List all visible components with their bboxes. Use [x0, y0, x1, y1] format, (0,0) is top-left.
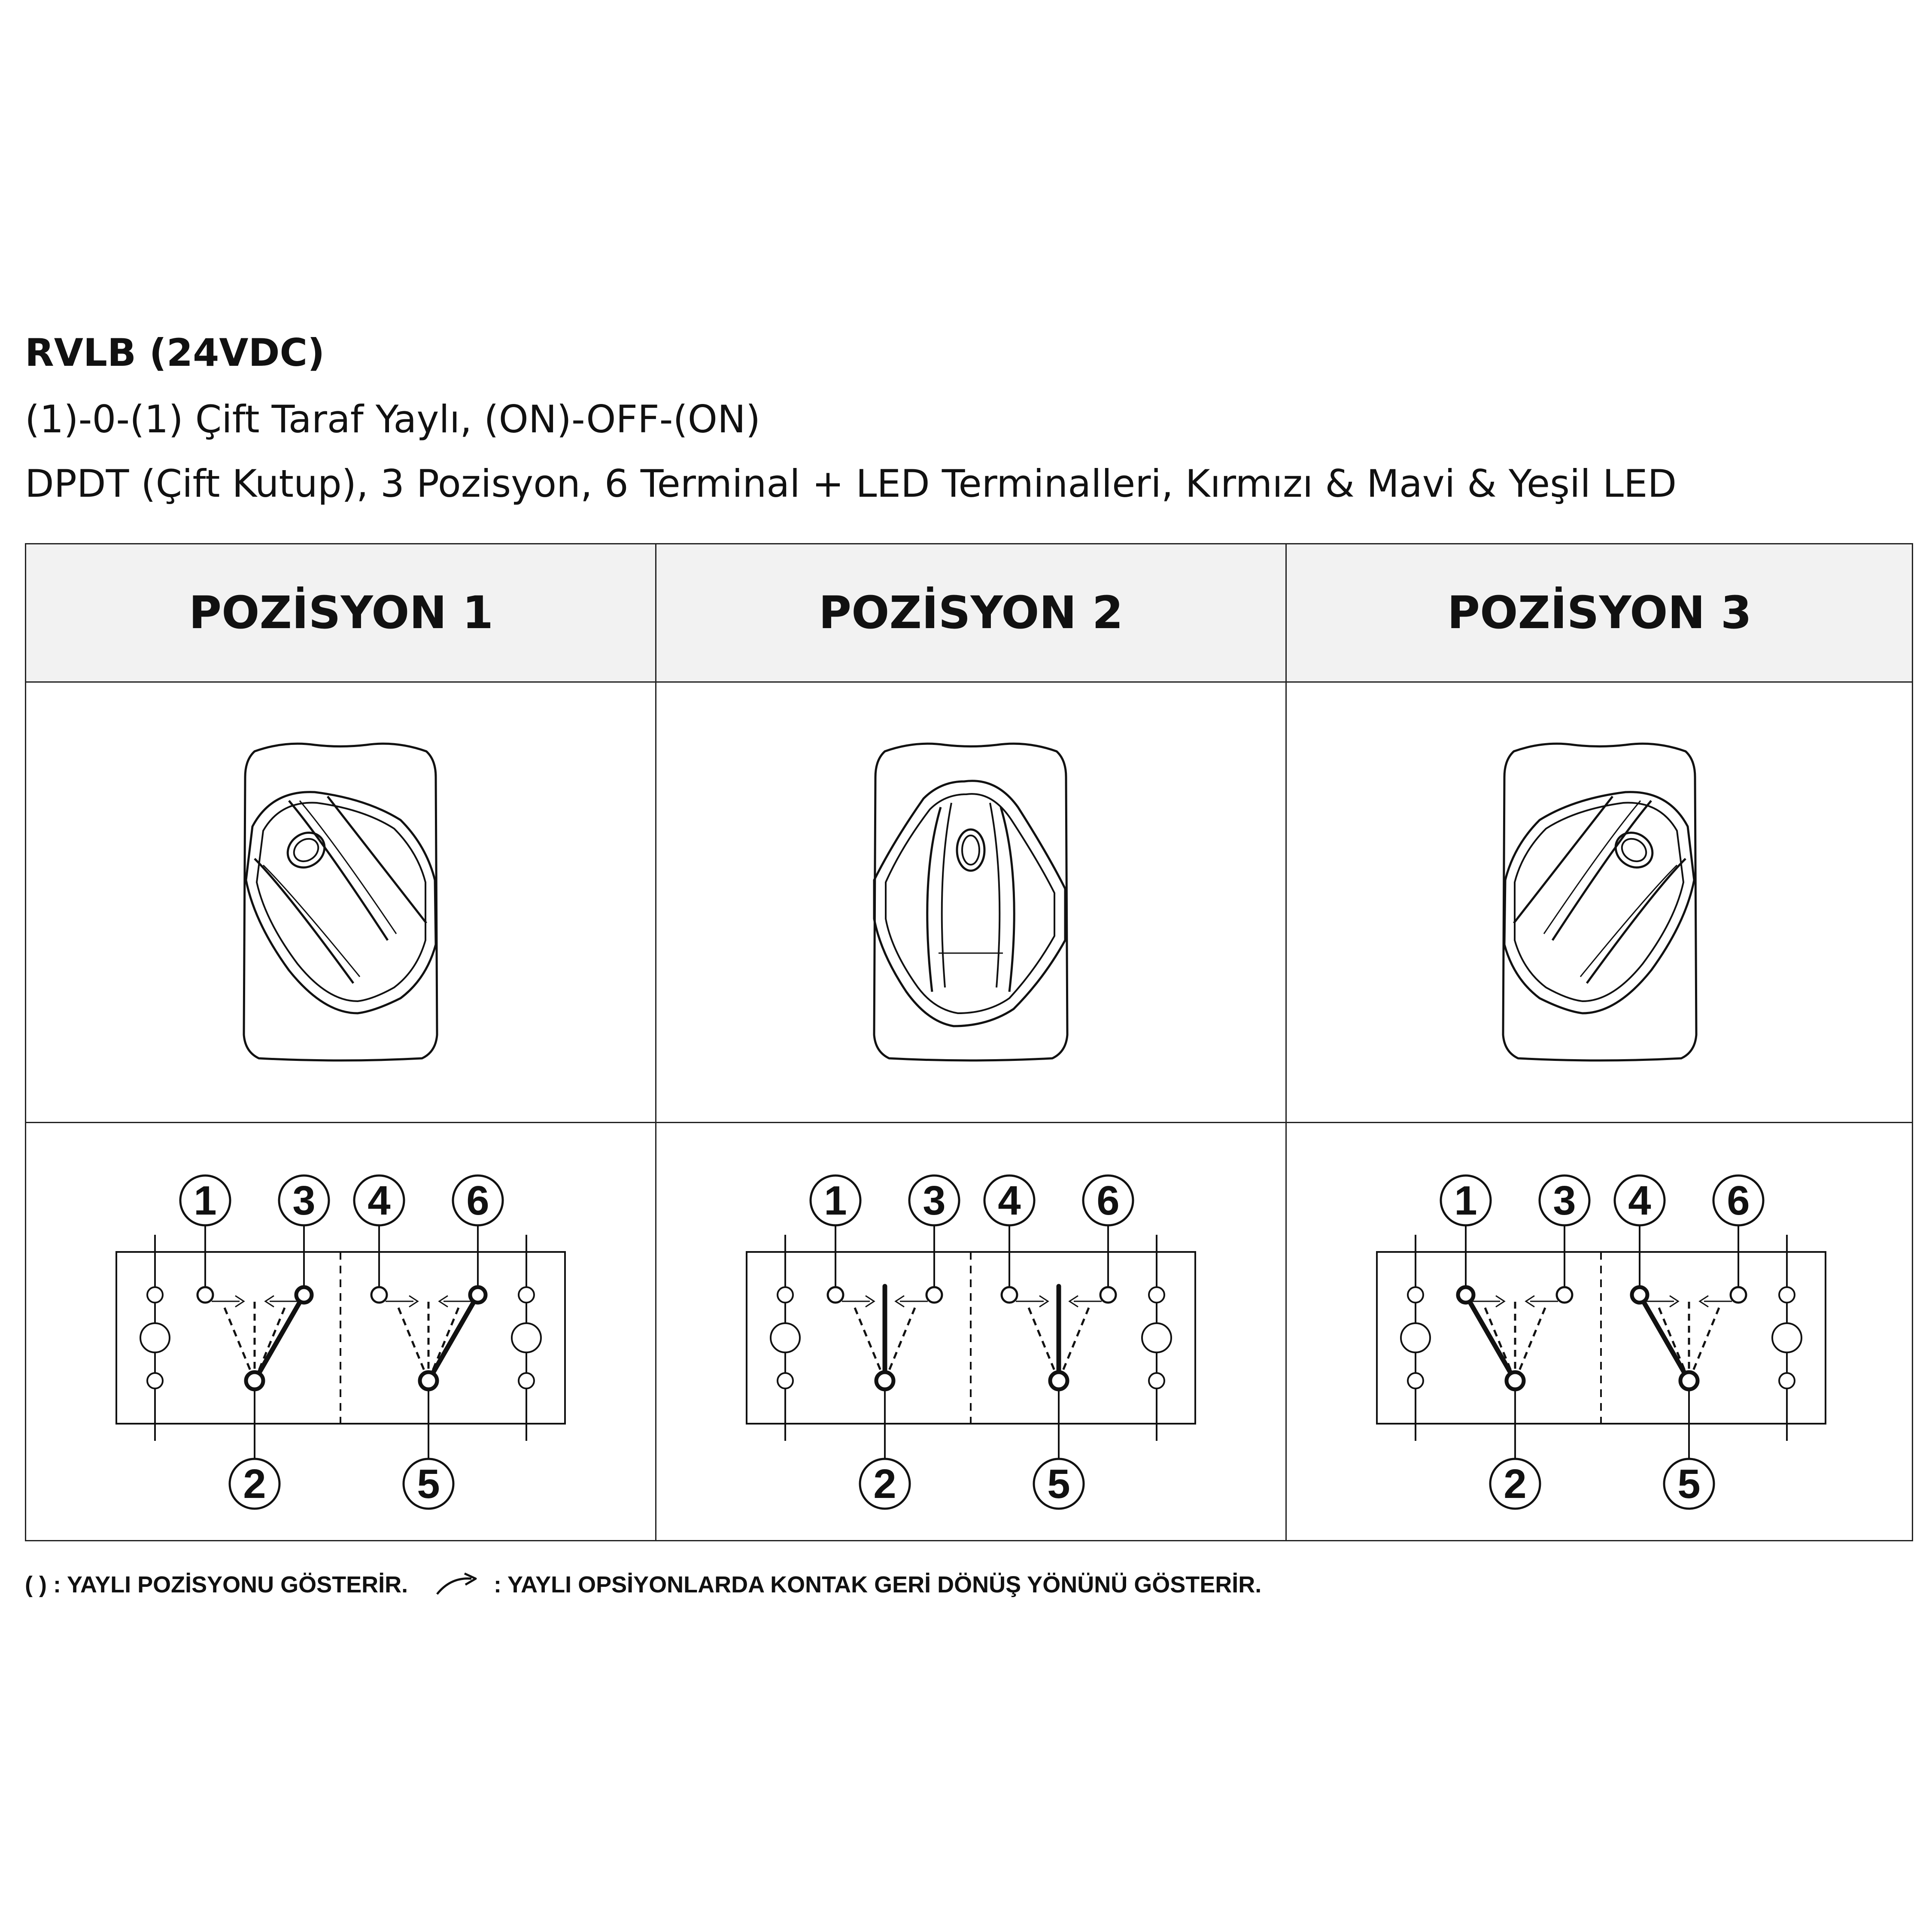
led-lens-inner	[962, 835, 979, 865]
terminal-label-5: 5	[1677, 1461, 1701, 1507]
led-indicator	[1142, 1323, 1171, 1352]
lever-contact-point	[1458, 1287, 1473, 1303]
header-position-2: POZİSYON 2	[818, 586, 1124, 639]
terminal-label-4: 4	[1628, 1178, 1651, 1224]
travel-path-right	[885, 1308, 915, 1381]
terminal-label-1: 1	[194, 1178, 217, 1224]
terminal-label-4: 4	[368, 1178, 391, 1224]
contact-2	[246, 1372, 263, 1389]
terminal-label-2: 2	[1504, 1461, 1527, 1507]
led-terminal-right-bottom	[519, 1373, 534, 1388]
led-terminal-left-bottom	[147, 1373, 163, 1388]
product-title: RVLB (24VDC)	[25, 331, 325, 375]
led-terminal-right-bottom	[1779, 1373, 1795, 1388]
header-position-1: POZİSYON 1	[188, 586, 494, 639]
travel-path-right	[1059, 1308, 1089, 1381]
contact-3	[1557, 1287, 1572, 1303]
rocker-illustration-position-1	[26, 683, 655, 1122]
contact-3	[927, 1287, 942, 1303]
contact-5	[1050, 1372, 1067, 1389]
terminal-label-6: 6	[1097, 1178, 1120, 1224]
led-terminal-left-bottom	[778, 1373, 793, 1388]
rocker-bezel-inner	[257, 803, 425, 1001]
travel-path-left	[225, 1308, 255, 1381]
contact-6	[1100, 1287, 1116, 1303]
travel-path-right	[1689, 1308, 1719, 1381]
terminal-label-1: 1	[1454, 1178, 1477, 1224]
led-indicator	[1772, 1323, 1801, 1352]
led-terminal-right-bottom	[1149, 1373, 1164, 1388]
terminal-label-3: 3	[923, 1178, 946, 1224]
led-terminal-left-bottom	[1408, 1373, 1423, 1388]
led-indicator	[1401, 1323, 1430, 1352]
led-terminal-right-top	[1779, 1287, 1795, 1303]
rocker-illustration-position-2	[656, 683, 1285, 1122]
rocker-bezel-inner	[1515, 803, 1683, 1001]
terminal-label-1: 1	[824, 1178, 847, 1224]
led-terminal-right-top	[1149, 1287, 1164, 1303]
contact-1	[828, 1287, 843, 1303]
switch-lever	[1640, 1295, 1689, 1381]
spring-return-arrow-icon	[434, 1569, 481, 1599]
contact-2	[1507, 1372, 1524, 1389]
contact-1	[197, 1287, 213, 1303]
circuit-schematic-position-2	[656, 1123, 1285, 1541]
rocker-bezel-outer	[874, 781, 1065, 1026]
header-position-3: POZİSYON 3	[1447, 586, 1752, 639]
spec-line-1: (1)-0-(1) Çift Taraf Yaylı, (ON)-OFF-(ON)	[25, 397, 761, 441]
rocker-paddle-ridges	[255, 796, 426, 983]
rocker-housing	[244, 744, 437, 1060]
terminal-label-4: 4	[998, 1178, 1021, 1224]
terminal-label-6: 6	[466, 1178, 489, 1224]
led-indicator	[771, 1323, 800, 1352]
switch-lever	[1466, 1295, 1515, 1381]
terminal-label-2: 2	[873, 1461, 896, 1507]
rocker-illustration-position-3	[1287, 683, 1913, 1122]
rocker-bezel-outer	[246, 792, 436, 1013]
terminal-label-2: 2	[243, 1461, 266, 1507]
rocker-housing	[1503, 744, 1696, 1060]
rocker-paddle	[1504, 792, 1694, 1013]
led-lens-outer	[1609, 826, 1659, 875]
terminal-label-3: 3	[292, 1178, 316, 1224]
rocker-bezel-outer	[1504, 792, 1694, 1013]
contact-4	[371, 1287, 387, 1303]
lever-contact-point	[470, 1287, 486, 1303]
contact-4	[1002, 1287, 1017, 1303]
circuit-schematic-position-1	[26, 1123, 655, 1541]
led-terminal-left-top	[1408, 1287, 1423, 1303]
contact-5	[420, 1372, 437, 1389]
travel-path-right	[1515, 1308, 1545, 1381]
footnote-return-direction: : YAYLI OPSİYONLARDA KONTAK GERİ DÖNÜŞ YÖNÜNÜ GÖSTERİR.	[494, 1572, 1262, 1598]
contact-5	[1680, 1372, 1698, 1389]
led-indicator	[140, 1323, 170, 1352]
led-terminal-right-top	[519, 1287, 534, 1303]
led-terminal-left-top	[778, 1287, 793, 1303]
travel-path-left	[1029, 1308, 1059, 1381]
terminal-label-6: 6	[1727, 1178, 1750, 1224]
travel-path-left	[855, 1308, 885, 1381]
contact-6	[1731, 1287, 1746, 1303]
footnote-spring-position: ( ) : YAYLI POZİSYONU GÖSTERİR.	[25, 1572, 408, 1598]
rocker-paddle-ridges	[1514, 796, 1686, 983]
lever-contact-point	[1632, 1287, 1647, 1303]
contact-2	[876, 1372, 893, 1389]
lever-contact-point	[296, 1287, 312, 1303]
led-indicator	[512, 1323, 541, 1352]
position-table	[25, 543, 1913, 1541]
terminal-label-5: 5	[417, 1461, 440, 1507]
switch-lever	[428, 1295, 478, 1381]
led-lens-outer	[281, 826, 331, 875]
circuit-schematic-position-3	[1287, 1123, 1913, 1541]
spec-line-2: DPDT (Çift Kutup), 3 Pozisyon, 6 Terminal + LED Terminalleri, Kırmızı & Mavi & Yeşil LED	[25, 462, 1677, 506]
terminal-label-5: 5	[1047, 1461, 1070, 1507]
rocker-paddle	[246, 792, 436, 1013]
terminal-label-3: 3	[1553, 1178, 1576, 1224]
switch-lever	[255, 1295, 304, 1381]
led-terminal-left-top	[147, 1287, 163, 1303]
travel-path-left	[398, 1308, 428, 1381]
